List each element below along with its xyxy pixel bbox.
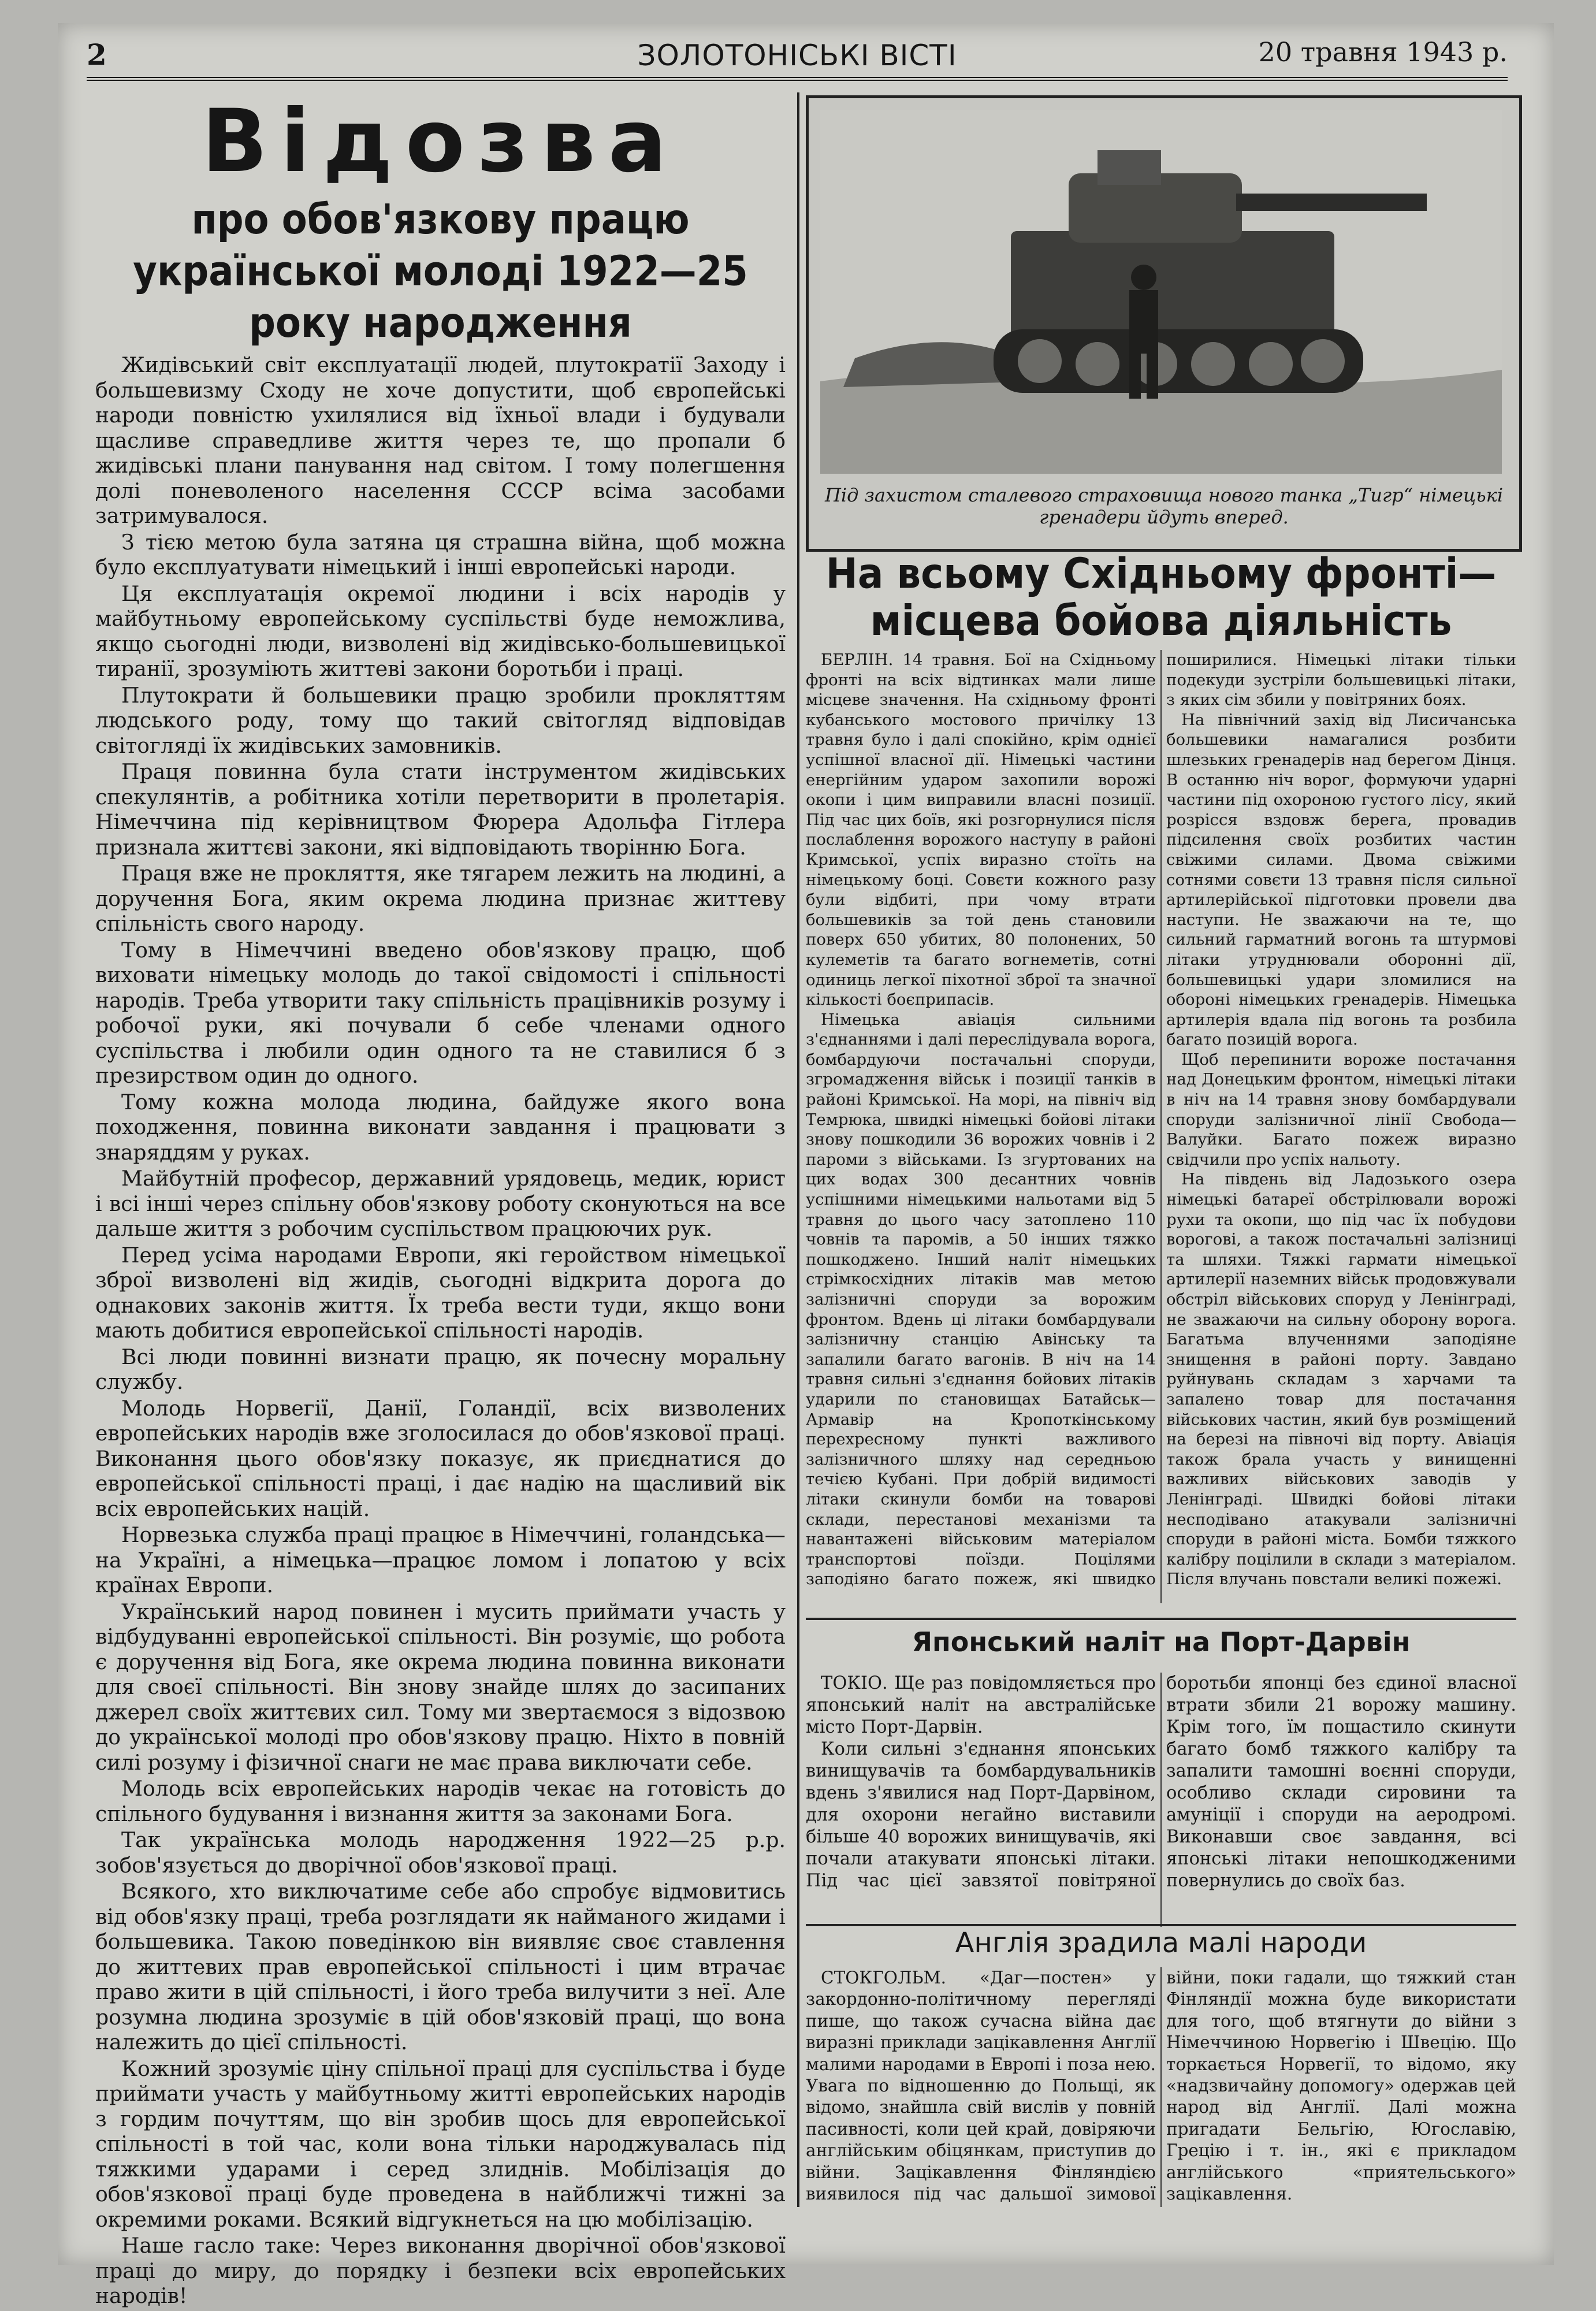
east-front-paragraph: БЕРЛІН. 14 травня. Бої на Східньому фронті на всіх відтинках мали лише місцеве значення. На східньому фронті кубанського мостового причілку 13 травня було і далі спокійно, крім однієї успішної власної дії. Німецькі частини енергійним ударом захопили ворожі окопи і цим виправили власні позиції. Під час цих боїв, які розгорнулися після послаблення ворожого наступу в районі Кримської, успіх виразно стоїть на німецькому боці. Совєти кожного разу були відбиті, при чому втрати большевиків за той день становили поверх 650 убитих, 80 полонених, 50 кулеметів та багато вогнеметів, сотні одиниць легкої піхотної зброї та значної кількості боєприпасів.: [806, 651, 1156, 1009]
appeal-paragraph: Ця експлуатація окремої людини і всіх народів у майбутньому европейському суспільстві буде неможлива, якщо сьогодні люди, визволені від жидівсько-большевицької тиранії, зрозуміють життеві закони боротьби і праці.: [95, 581, 786, 681]
appeal-paragraph: З тією метою була затяна ця страшна війна, щоб можна було експлуатувати німецький і інші европейські народи.: [95, 529, 786, 579]
port-darwin-title: Японський наліт на Порт-Дарвін: [912, 1626, 1411, 1658]
england-body: [806, 1967, 1516, 2207]
newspaper-name: ЗОЛОТОНІСЬКІ ВІСТІ: [637, 39, 957, 72]
appeal-paragraph: Тому кожна молода людина, байдуже якого вона походження, повинна виконати завдання і працювати з знаряддям у руках.: [95, 1089, 786, 1165]
appeal-paragraph: Український народ повинен і мусить приймати участь у відбудуванні европейської спільності. Він розуміє, що робота є доручення від Бога, яке окрема людина повинна виконати для своєї спільності. Він знову знайде шлях до засипаних джерел своїх життєвих сил. Тому ми звертаємося з відозвою до української молоді про обов'язкову працю. Ніхто в повній силі розуму і фізичної снаги не має права виключати себе.: [95, 1599, 786, 1775]
appeal-subtitle: про обов'язкову працю української молоді 1922—25 року народження: [133, 195, 748, 348]
england-paragraph: СТОКГОЛЬМ. «Даг—постен» у закордонно-політичному перегляді пише, що також сучасна війна дає виразні приклади зацікавлення Англії малими народами в Европі і поза нею. Увага по відношенню до Польщі, як відомо, знайшла свій вислів у повній пасивності, коли цей край, довіряючи англійським обіцянкам, приступив до війни. Зацікавлення Фінляндією виявилося під час дальшої зимової війни, поки гадали, що тяжкий стан Фінляндії можна буде використати для того, щоб втягнути до війни з Німеччиною Норвегію і Швецію. Що торкається Норвегії, то відомо, яку «надзвичайну допомогу» одержав цей народ від Англії. Далі можна пригадати Бельгію, Югославію, Грецію і т. ін., які є прикладом англійського «приятельського» зацікавлення.: [806, 1968, 1516, 2204]
port-darwin-body: [806, 1673, 1516, 1927]
appeal-paragraph: Праця повинна була стати інструментом жидівських спекулянтів, а робітника хотіли перетворити в пролетарія. Німеччина під керівництвом Фюрера Адольфа Гітлера признала життєві закони, які відповідають творінню Бога.: [95, 759, 786, 860]
appeal-title: Відозва: [201, 91, 680, 192]
port-darwin-paragraph: Коли сильні з'єднання японських винищувачів та бомбардувальників вдень з'явилися над Порт-Дарвіном, для охорони негайно виставили більше 40 ворожих винищувачів, які почали атакувати японські літаки. Під час цієї завзятої повітряної боротьби японці без єдиної власної втрати збили 21 ворожу машину. Крім того, їм пощастило скинути багато бомб тяжкого калібру та запалити тамошні воєнні споруди, особливо склади сировини та амуніції і споруди на аеродромі. Виконавши своє завдання, всі японські літаки непошкодженими повернулись до своїх баз.: [806, 1673, 1516, 1891]
tank-illustration: [820, 110, 1502, 474]
tank-photo: [806, 95, 1522, 552]
appeal-paragraph: Праця вже не прокляття, яке тягарем лежить на людині, а доручення Бога, яким окрема людина признає життеву спільність свого народу.: [95, 861, 786, 936]
appeal-paragraph: Молодь всіх европейських народів чекає на готовість до спільного будування і визнання життя за законами Бога.: [95, 1776, 786, 1826]
east-front-paragraph: Німецька авіація сильними з'єднаннями і далі переслідувала ворога, бомбардуючи постачальні споруди, згромадження військ і позиції танків в районі Кримської. На морі, на північ від Темрюка, швидкі німецькі бойові літаки знову пошкодили 36 ворожих човнів і 2 пароми з військами. Із згуртованих на цих водах 300 десантних човнів успішними німецькими нальотами від 5 травня до цього часу затоплено 110 човнів та паромів, а 50 інших тяжко пошкоджено. Інший наліт німецьких стрімкосхідних літаків мав метою залізничні споруди за ворожим фронтом. Вдень ці літаки бомбардували залізничну станцію Авінську та запалили багато вагонів. В ніч на 14 травня сильні з'єднання бойових літаків ударили по становищах Батайськ—Армавір на Кропоткінському перехресному пункті важливого залізничного шляху над середньою течією Кубані. При добрій видимості літаки скинули бомби на товарові склади, перестанові механізми та навантажені військовим матеріалом транспортові поїзди. Поцілями заподіяно багато пожеж, які швидко поширилися. Німецькі літаки тільки подекуди зустріли большевицькі літаки, з яких сім збили у повітряних боях.: [806, 651, 1516, 1589]
port-darwin-paragraph: ТОКІО. Ще раз повідомляється про японський наліт на австралійське місто Порт-Дарвін.: [806, 1673, 1156, 1737]
east-front-paragraph: Щоб перепинити вороже постачання над Донецьким фронтом, німецькі літаки в ніч на 14 травня знову бомбардували споруди залізничної лінії Свобода—Валуйки. Багато пожеж виразно свідчили про успіх нальоту.: [1166, 1050, 1516, 1169]
appeal-article: [95, 87, 786, 2310]
appeal-paragraph: Молодь Норвегії, Данії, Голандії, всіх визволених европейських народів вже зголосилася до обов'язкової праці. Виконання цього обов'язку показує, як приєднатися до европейської спільності праці, і дає надію на щасливий вік всіх европейських націй.: [95, 1395, 786, 1521]
appeal-paragraph: Наше гасло таке: Через виконання дворічної обов'язкової праці до миру, до порядку і безпеки всіх европейських народів!: [95, 2233, 786, 2308]
photo-caption: Під захистом сталевого страховища нового танка „Тигр“ німецькі гренадери йдуть вперед.: [824, 484, 1504, 528]
section-rule: [806, 1618, 1516, 1620]
east-front-body: [806, 650, 1516, 1603]
appeal-paragraph: Всякого, хто виключатиме себе або спробує відмовитись від обов'язку праці, треба розглядати як найманого жидами і большевика. Такою поведінкою він виявляє своє ставлення до життевих прав европейської спільності і цим втрачає право жити в цій спільності, і його треба вилучити з неї. Але розумна людина зрозуміє в цій обов'язковій праці, що вона належить до цієї спільності.: [95, 1879, 786, 2054]
appeal-paragraph: Тому в Німеччині введено обов'язкову працю, щоб виховати німецьку молодь до такої свідомості і спільності народів. Треба утворити таку спільність працівників розуму і робочої руки, які почували б себе членами одного суспільства і любили один одного та не ставилися б з презирством один до одного.: [95, 937, 786, 1088]
appeal-paragraph: Всі люди повинні визнати працю, як почесну моральну службу.: [95, 1344, 786, 1394]
england-title: Англія зрадила малі народи: [955, 1927, 1367, 1959]
appeal-paragraph: Перед усіма народами Европи, які геройством німецької зброї визволені від жидів, сьогодні відкрита дорога до однакових законів життя. Їх треба вести туди, якщо вони мають добитися европейської спільності народів.: [95, 1242, 786, 1343]
page-number: 2: [87, 38, 107, 72]
section-rule: [806, 1924, 1516, 1926]
column-divider: [797, 92, 799, 2207]
appeal-paragraph: Майбутній професор, державний урядовець, медик, юрист і всі інші через спільну обов'язкову роботу сконуються на все дальше життя з робочим суспільством працюючих рук.: [95, 1166, 786, 1241]
east-front-paragraph: На південь від Ладозького озера німецькі батареї обстрілювали ворожі рухи та окопи, що під час їх побудови ворогові, а також постачальні залізниці та шляхи. Тяжкі гармати німецької артилерії наземних військ продовжували обстріл військових споруд у Ленінграді, не зважаючи на сильну оборону ворога. Багатьма влученнями заподіяне знищення в районі порту. Завдано руйнувань складам з харчами та запалено товар для постачання військових частин, який був розміщений на березі на півночі від порту. Авіація також брала участь у винищенні важливих військових заводів у Ленінграді. Швидкі бойові літаки несподівано атакували залізничні споруди в районі міста. Бомби тяжкого калібру поцілили в склади з матеріалом. Після влучань повстали великі пожежі.: [1166, 1170, 1516, 1589]
east-front-paragraph: На північний захід від Лисичанська большевики намагалися розбити шлезьких гренадерів над берегом Дінця. В останню ніч ворог, формуючи ударні частини під охороною густого лісу, який розрісся вздовж берега, провадив підсилення своїх розбитих частин свіжими силами. Двома свіжими сотнями совєти 13 травня після сильної артилерійської підготовки провели два наступи. Не зважаючи на те, що сильний гарматний вогонь та штурмові літаки утруднювали оборонні дії, большевицькі удари зломилися на обороні німецьких гренадерів. Німецька артилерія вдала під вогонь та розбила багато позицій ворога.: [1166, 710, 1516, 1049]
header-rule: [87, 77, 1508, 81]
appeal-paragraph: Так українська молодь народження 1922—25 р.р. зобов'язується до дворічної обов'язкової праці.: [95, 1827, 786, 1878]
appeal-paragraph: Жидівський світ експлуатації людей, плутократії Заходу і большевизму Сходу не хоче допустити, щоб європейські народи повністю ухилялися від їхньої влади і будували щасливе справедливе життя через те, що пропали б жидівські плани панування над світом. І тому полегшення долі поневоленого населення СССР всіма засобами затримувалося.: [95, 352, 786, 528]
issue-date: 20 травня 1943 р.: [1258, 36, 1508, 68]
appeal-paragraph: Норвезька служба праці працює в Німеччині, голандська—на Україні, а німецька—працює ломом і лопатою у всіх країнах Европи.: [95, 1522, 786, 1597]
east-front-title: На всьому Східньому фронті—місцева бойова діяльність: [825, 549, 1497, 645]
appeal-body: [95, 352, 786, 2309]
appeal-paragraph: Плутократи й большевики працю зробили прокляттям людського роду, тому що такий світогляд відповідав світогляді їх жидівських замовників.: [95, 682, 786, 758]
appeal-paragraph: Кожний зрозуміє ціну спільної праці для суспільства і буде приймати участь у майбутньому житті европейських народів з гордим почуттям, що він зробив щось для европейської спільності в той час, коли вона тільки народжувалась під тяжкими ударами і серед злиднів. Мобілізація до обов'язкової праці буде проведена в найближчі тижні за окремими роками. Всякий відгукнеться на цю мобілізацію.: [95, 2056, 786, 2232]
page-header: [87, 32, 1508, 72]
